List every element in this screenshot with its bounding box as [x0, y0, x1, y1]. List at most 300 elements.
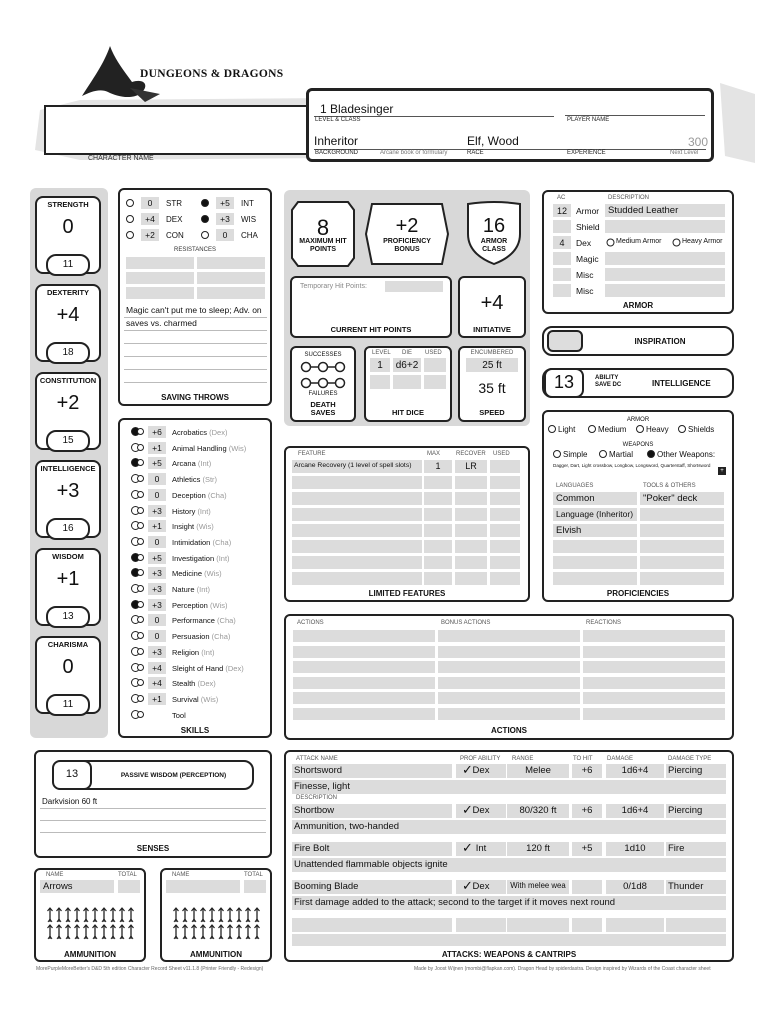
footer-right: Made by Joost Wijnen (mombi@flapkan.com). Dragon Head by spiderdastra. Design inspired by Wizards of the Coast character sheet: [414, 966, 711, 972]
feature-used-field[interactable]: [490, 476, 520, 489]
attack-range[interactable]: Melee: [525, 765, 551, 776]
armor-desc-label: DESCRIPTION: [608, 195, 650, 201]
radio-icon[interactable]: [553, 450, 561, 458]
skill-expertise-dot[interactable]: [137, 711, 144, 718]
spell-dc-value[interactable]: 13: [553, 372, 575, 392]
save-proficiency-dot[interactable]: [126, 199, 134, 207]
armor-class-value[interactable]: 16: [482, 215, 506, 237]
other-weapons-text[interactable]: Dagger, Dart, Light crossbow, Longbow, Longsword, Quarterstaff, Shortsword: [553, 463, 711, 468]
feature-max[interactable]: 1: [435, 461, 441, 471]
language-field[interactable]: [553, 540, 637, 553]
skill-value[interactable]: +5: [152, 552, 162, 563]
skill-value[interactable]: 0: [154, 489, 160, 500]
current-hp-label: CURRENT HIT POINTS: [330, 325, 412, 334]
spell-dc-label: ABILITY SAVE DC: [595, 375, 622, 388]
attack-ab[interactable]: Dex: [472, 765, 490, 776]
ability-name: INTELLIGENCE: [40, 464, 96, 473]
language-field[interactable]: [553, 572, 637, 585]
skill-value[interactable]: +3: [152, 568, 162, 579]
temp-hp-field[interactable]: [385, 281, 443, 292]
attack-hit[interactable]: +5: [581, 843, 593, 854]
armor-type-label: Dex: [576, 238, 592, 248]
skill-ability: (Wis): [200, 694, 219, 704]
medium-armor-radio[interactable]: [606, 238, 615, 247]
feature-used-field[interactable]: [490, 572, 520, 585]
ability-modifier[interactable]: +2: [56, 392, 80, 414]
skill-name: Stealth: [172, 679, 196, 689]
attack-range[interactable]: 120 ft: [526, 843, 550, 854]
attack-type[interactable]: Piercing: [668, 805, 703, 816]
skill-name: Deception: [172, 490, 206, 500]
save-proficiency-dot[interactable]: [126, 215, 134, 223]
action-entry-field[interactable]: [583, 661, 725, 673]
attack-dmg[interactable]: 1d6+4: [621, 805, 649, 816]
action-entry-field[interactable]: [583, 692, 725, 704]
attack-dmg[interactable]: 0/1d8: [623, 881, 647, 892]
language-value[interactable]: Common: [556, 493, 595, 504]
skill-name: Perception: [172, 600, 208, 610]
initiative-value[interactable]: +4: [480, 292, 504, 314]
ability-modifier[interactable]: 0: [62, 656, 74, 678]
skill-expertise-dot[interactable]: [137, 507, 144, 514]
feature-name-field[interactable]: [292, 556, 422, 569]
skill-expertise-dot[interactable]: [137, 428, 144, 435]
tool-field[interactable]: [640, 556, 724, 569]
skill-expertise-dot[interactable]: [137, 585, 144, 592]
background-label: BACKGROUND: [315, 150, 359, 156]
ammo-name-label: NAME: [172, 872, 190, 878]
skill-ability: (Dex): [209, 428, 228, 437]
skill-expertise-dot[interactable]: [137, 554, 144, 561]
action-entry-field[interactable]: [583, 708, 725, 720]
tool-field[interactable]: [640, 572, 724, 585]
save-value[interactable]: 0: [222, 230, 228, 240]
attack-extra-field[interactable]: [606, 918, 664, 932]
to-hit-col: TO HIT: [573, 756, 593, 762]
attack-type[interactable]: Fire: [668, 843, 685, 854]
attack-extra-field[interactable]: [572, 918, 602, 932]
armor-ac-value[interactable]: 12: [556, 206, 567, 216]
language-value[interactable]: Elvish: [556, 525, 582, 536]
radio-icon[interactable]: [647, 450, 655, 458]
skill-expertise-dot[interactable]: [137, 695, 144, 702]
inspiration-label: INSPIRATION: [634, 337, 686, 346]
prof-option-label: Simple: [563, 450, 588, 459]
attack-description[interactable]: Finesse, light: [294, 781, 350, 792]
feature-used-field[interactable]: [490, 540, 520, 553]
ability-name: CONSTITUTION: [39, 376, 97, 385]
attack-hit-field[interactable]: [572, 880, 602, 894]
feature-max-field[interactable]: [424, 492, 452, 505]
speed-label: SPEED: [479, 408, 505, 417]
ability-modifier[interactable]: +4: [56, 304, 80, 326]
hd-die-value[interactable]: d6+2: [395, 360, 419, 371]
feature-max-field[interactable]: [424, 524, 452, 537]
skill-value[interactable]: +3: [152, 646, 162, 657]
hd-die-label: DIE: [402, 350, 413, 356]
feature-recover-field[interactable]: [455, 540, 487, 553]
feature-name-field[interactable]: [292, 572, 422, 585]
skills-title: SKILLS: [180, 726, 210, 735]
attack-extra-desc-field[interactable]: [292, 934, 726, 946]
skill-value[interactable]: +5: [152, 458, 162, 469]
attack-dmg[interactable]: 1d6+4: [621, 765, 649, 776]
feature-used-field[interactable]: [490, 524, 520, 537]
skill-value[interactable]: +6: [152, 427, 162, 437]
successes-label: SUCCESSES: [304, 352, 342, 358]
save-proficiency-dot[interactable]: [126, 231, 134, 239]
save-value[interactable]: 0: [147, 198, 153, 208]
attack-hit[interactable]: +6: [581, 765, 593, 776]
skill-name: Performance: [172, 616, 215, 626]
skill-name: History: [172, 506, 196, 516]
attack-description[interactable]: Unattended flammable objects ignite: [294, 859, 448, 870]
ammo-name-field[interactable]: [166, 880, 240, 893]
background-hint: Arcane book or formulary: [380, 150, 448, 156]
player-name-field[interactable]: [565, 104, 705, 116]
prof-weapons-label: WEAPONS: [622, 442, 654, 448]
attack-range[interactable]: With melee wea: [510, 881, 566, 890]
save-proficiency-dot[interactable]: [201, 215, 209, 223]
ability-score[interactable]: 11: [62, 259, 74, 270]
feature-max-field[interactable]: [424, 540, 452, 553]
skill-expertise-dot[interactable]: [137, 491, 144, 498]
recover-col-label: RECOVER: [456, 451, 486, 457]
language-value[interactable]: Language (Inheritor): [556, 509, 634, 519]
action-entry-field[interactable]: [293, 630, 435, 642]
skill-expertise-dot[interactable]: [137, 648, 144, 655]
saving-throw-notes[interactable]: Magic can't put me to sleep; Adv. on saves vs. charmed: [126, 305, 262, 328]
race-label: RACE: [467, 150, 484, 156]
range-col: RANGE: [512, 756, 534, 762]
feature-recover-field[interactable]: [455, 492, 487, 505]
armor-desc[interactable]: Studded Leather: [608, 205, 679, 216]
saving-throws-title: SAVING THROWS: [161, 393, 229, 402]
check-icon[interactable]: ✓: [462, 840, 473, 855]
save-value[interactable]: +2: [145, 230, 155, 240]
passive-wisdom-label: PASSIVE WISDOM (PERCEPTION): [120, 772, 227, 779]
feature-max-field[interactable]: [424, 572, 452, 585]
arrow-tally-icons[interactable]: [46, 906, 136, 940]
proficiency-bonus-label: PROFICIENCY BONUS: [383, 238, 431, 253]
action-entry-field[interactable]: [293, 661, 435, 673]
action-entry-field[interactable]: [438, 692, 580, 704]
senses-notes[interactable]: Darkvision 60 ft: [42, 797, 98, 806]
action-entry-field[interactable]: [293, 708, 435, 720]
feature-recover-field[interactable]: [455, 524, 487, 537]
ammo-total-field[interactable]: [244, 880, 266, 893]
skill-row: [172, 601, 227, 610]
prof-option[interactable]: [647, 450, 715, 459]
feature-used-field[interactable]: [490, 556, 520, 569]
skill-value[interactable]: 0: [154, 631, 160, 642]
prof-option[interactable]: [553, 450, 587, 459]
action-entry-field[interactable]: [583, 630, 725, 642]
prof-option-label: Martial: [609, 450, 634, 459]
ammunition-title: AMMUNITION: [190, 950, 242, 959]
radio-icon[interactable]: [588, 425, 596, 433]
skill-value[interactable]: 0: [154, 536, 160, 547]
armor-desc-box[interactable]: [605, 252, 725, 265]
attack-name[interactable]: Shortsword: [294, 765, 343, 776]
feature-name-field[interactable]: [292, 524, 422, 537]
attack-name[interactable]: Booming Blade: [294, 881, 359, 892]
experience-value[interactable]: 300: [688, 135, 709, 149]
skill-row: [172, 569, 222, 578]
skill-ability: (Wis): [228, 443, 247, 453]
ability-name: DEXTERITY: [46, 288, 90, 297]
tool-value[interactable]: "Poker" deck: [643, 493, 698, 504]
prof-option[interactable]: [599, 450, 633, 459]
prof-option[interactable]: [588, 425, 626, 434]
save-value[interactable]: +5: [220, 198, 230, 208]
ability-score[interactable]: 18: [62, 347, 74, 358]
feature-max-field[interactable]: [424, 476, 452, 489]
speed-value[interactable]: 35 ft: [478, 380, 506, 396]
action-entry-field[interactable]: [438, 646, 580, 658]
action-entry-field[interactable]: [438, 677, 580, 689]
attack-description[interactable]: Ammunition, two-handed: [294, 821, 400, 832]
feature-max-field[interactable]: [424, 508, 452, 521]
ability-score[interactable]: 16: [62, 523, 74, 534]
skill-row: [172, 475, 217, 484]
attack-dmg[interactable]: 1d10: [624, 843, 646, 854]
armor-desc-box[interactable]: [605, 284, 725, 297]
prof-option[interactable]: [678, 425, 714, 434]
failures-label: FAILURES: [308, 391, 338, 397]
skill-row: [172, 428, 227, 437]
max-hp-value[interactable]: 8: [316, 215, 330, 240]
attack-type[interactable]: Thunder: [668, 881, 704, 892]
ability-modifier[interactable]: +1: [56, 568, 80, 590]
skill-row: [172, 585, 210, 594]
prof-ability-col: PROF ABILITY: [460, 756, 501, 762]
save-proficiency-dot[interactable]: [201, 199, 209, 207]
check-icon[interactable]: ✓: [462, 802, 473, 817]
save-value[interactable]: +3: [220, 214, 230, 224]
level-class-label: LEVEL & CLASS: [315, 117, 361, 123]
armor-desc-box[interactable]: [605, 220, 725, 233]
attack-type[interactable]: Piercing: [668, 765, 703, 776]
skill-value[interactable]: 0: [154, 474, 160, 485]
attack-extra-field[interactable]: [507, 918, 569, 932]
skill-value[interactable]: +3: [152, 505, 162, 516]
skill-ability: (Int): [197, 459, 212, 469]
skill-row: [172, 664, 244, 673]
radio-icon[interactable]: [678, 425, 686, 433]
armor-type-label: Armor: [576, 206, 600, 216]
skill-value[interactable]: 0: [154, 615, 160, 626]
action-entry-field[interactable]: [583, 646, 725, 658]
check-icon[interactable]: ✓: [462, 762, 473, 777]
ability-name: STRENGTH: [47, 200, 89, 209]
feature-name-field[interactable]: [292, 540, 422, 553]
footer-left: MorePurpleMoreBetter's D&D 5th edition Character Record Sheet v11.1.8 (Printer Friendly - Redesign): [36, 966, 264, 972]
attack-ab[interactable]: Int: [475, 843, 487, 854]
skill-expertise-dot[interactable]: [137, 601, 144, 608]
attack-range[interactable]: 80/320 ft: [519, 805, 557, 816]
heavy-armor-radio[interactable]: [672, 238, 681, 247]
skill-name: Tool: [172, 710, 186, 720]
feature-recover-field[interactable]: [455, 508, 487, 521]
ability-name: WISDOM: [52, 552, 84, 561]
skill-ability: (Int): [196, 585, 210, 594]
feature-used-field[interactable]: [490, 492, 520, 505]
skill-value[interactable]: +1: [152, 693, 162, 704]
skill-ability: (Str): [202, 475, 218, 485]
character-name-label: CHARACTER NAME: [88, 155, 154, 162]
prof-option-label: Light: [558, 425, 576, 434]
language-field[interactable]: [553, 556, 637, 569]
background-value[interactable]: Inheritor: [314, 134, 359, 148]
ability-modifier[interactable]: 0: [62, 216, 74, 238]
action-entry-field[interactable]: [438, 708, 580, 720]
skill-ability: (Int): [201, 647, 215, 657]
limited-features-title: LIMITED FEATURES: [368, 589, 446, 598]
ability-score[interactable]: 11: [62, 699, 74, 710]
save-name: DEX: [166, 215, 183, 224]
next-level-label: Next Level: [670, 150, 699, 156]
action-entry-field[interactable]: [438, 661, 580, 673]
attack-extra-field[interactable]: [292, 918, 452, 932]
armor-ac-box[interactable]: [553, 252, 571, 265]
feature-recover[interactable]: LR: [465, 461, 477, 471]
attack-ab[interactable]: Dex: [472, 881, 490, 892]
ammo-total-label: TOTAL: [118, 872, 137, 878]
save-proficiency-dot[interactable]: [201, 231, 209, 239]
skill-value[interactable]: +3: [152, 599, 162, 610]
race-value[interactable]: Elf, Wood: [467, 134, 519, 148]
other-weapons-more-icon[interactable]: +: [718, 467, 726, 475]
armor-title: ARMOR: [622, 301, 654, 310]
attack-desc-field[interactable]: [292, 780, 726, 794]
prof-option[interactable]: [548, 425, 575, 434]
ammo-total-field[interactable]: [118, 880, 140, 893]
max-hp-label: MAXIMUM HIT POINTS: [299, 238, 347, 253]
attack-hit[interactable]: +6: [581, 805, 593, 816]
skill-ability: (Wis): [204, 569, 222, 579]
death-save-success-marks[interactable]: [298, 361, 348, 391]
feature-name[interactable]: Arcane Recovery (1 level of spell slots): [294, 462, 412, 469]
level-class-value[interactable]: 1 Bladesinger: [320, 102, 394, 116]
armor-ac-box[interactable]: [553, 284, 571, 297]
feature-col-label: FEATURE: [298, 451, 326, 457]
feature-used-field[interactable]: [490, 460, 520, 473]
tool-field[interactable]: [640, 508, 724, 521]
reactions-col-label: REACTIONS: [586, 620, 622, 626]
feature-recover-field[interactable]: [455, 556, 487, 569]
radio-icon[interactable]: [636, 425, 644, 433]
save-name: CHA: [241, 231, 258, 240]
skill-ability: (Int): [197, 506, 211, 516]
attack-extra-field[interactable]: [456, 918, 506, 932]
arrow-tally-icons[interactable]: [172, 906, 262, 940]
character-name-field[interactable]: [44, 105, 309, 155]
skill-ability: (Wis): [196, 522, 214, 532]
spell-dc-ability: INTELLIGENCE: [652, 379, 711, 388]
skill-value[interactable]: +1: [152, 442, 162, 453]
hd-level-value[interactable]: 1: [377, 360, 383, 371]
skill-value[interactable]: +4: [152, 662, 162, 673]
armor-ac-value[interactable]: 4: [559, 238, 565, 248]
death-saves-label: DEATH SAVES: [310, 400, 336, 417]
feature-name-field[interactable]: [292, 508, 422, 521]
armor-ac-box[interactable]: [553, 220, 571, 233]
attack-extra-field[interactable]: [666, 918, 726, 932]
skill-row: [172, 554, 230, 563]
feature-name-field[interactable]: [292, 492, 422, 505]
attack-name[interactable]: Shortbow: [294, 805, 335, 816]
skill-ability: (Wis): [209, 600, 228, 610]
prof-option[interactable]: [636, 425, 669, 434]
action-entry-field[interactable]: [293, 692, 435, 704]
skill-value[interactable]: +1: [152, 521, 162, 532]
feature-recover-field[interactable]: [455, 572, 487, 585]
skill-expertise-dot[interactable]: [137, 664, 144, 671]
inspiration-checkbox[interactable]: [547, 330, 583, 352]
attack-name[interactable]: Fire Bolt: [294, 843, 330, 854]
actions-title: ACTIONS: [491, 726, 527, 735]
proficiencies-title: PROFICIENCIES: [606, 589, 670, 598]
action-entry-field[interactable]: [583, 677, 725, 689]
radio-icon[interactable]: [599, 450, 607, 458]
skill-row: [172, 711, 186, 720]
ammo-name[interactable]: Arrows: [43, 881, 73, 892]
character-info-panel: [306, 88, 714, 162]
armor-desc-box[interactable]: [605, 268, 725, 281]
check-icon[interactable]: ✓: [462, 878, 473, 893]
action-entry-field[interactable]: [438, 630, 580, 642]
prof-option-label: Shields: [688, 425, 715, 434]
skill-name: Religion: [172, 647, 200, 657]
skill-value[interactable]: +3: [152, 584, 162, 594]
ammo-total-label: TOTAL: [244, 872, 263, 878]
feature-used-field[interactable]: [490, 508, 520, 521]
skill-name: Arcana: [172, 459, 196, 469]
ability-score[interactable]: 13: [62, 611, 74, 622]
skill-name: Nature: [172, 585, 195, 594]
attack-ab[interactable]: Dex: [472, 805, 490, 816]
skill-expertise-dot[interactable]: [137, 538, 144, 545]
ability-modifier[interactable]: +3: [56, 480, 80, 502]
hd-used-label: USED: [425, 350, 442, 356]
skill-name: Acrobatics: [172, 428, 208, 437]
feature-recover-field[interactable]: [455, 476, 487, 489]
radio-icon[interactable]: [548, 425, 556, 433]
skill-expertise-dot[interactable]: [137, 444, 144, 451]
tool-field[interactable]: [640, 540, 724, 553]
feature-name-field[interactable]: [292, 476, 422, 489]
skill-value[interactable]: +4: [152, 678, 162, 689]
save-value[interactable]: +4: [145, 214, 155, 224]
feature-max-field[interactable]: [424, 556, 452, 569]
tools-label: TOOLS & OTHERS: [643, 483, 696, 489]
attack-description[interactable]: First damage added to the attack; second to the target if it moves next round: [294, 897, 616, 908]
armor-type-label: Magic: [576, 254, 599, 264]
ability-score[interactable]: 15: [62, 435, 74, 446]
action-entry-field[interactable]: [293, 677, 435, 689]
encumbered-value[interactable]: 25 ft: [482, 360, 502, 371]
skill-row: [172, 459, 211, 468]
armor-ac-box[interactable]: [553, 268, 571, 281]
tool-field[interactable]: [640, 524, 724, 537]
skill-ability: (Dex): [225, 663, 244, 673]
ammunition-title: AMMUNITION: [64, 950, 116, 959]
proficiency-bonus-value[interactable]: +2: [395, 215, 419, 237]
action-entry-field[interactable]: [293, 646, 435, 658]
armor-type-label: Misc: [576, 286, 594, 296]
passive-wisdom-value[interactable]: 13: [65, 768, 79, 780]
